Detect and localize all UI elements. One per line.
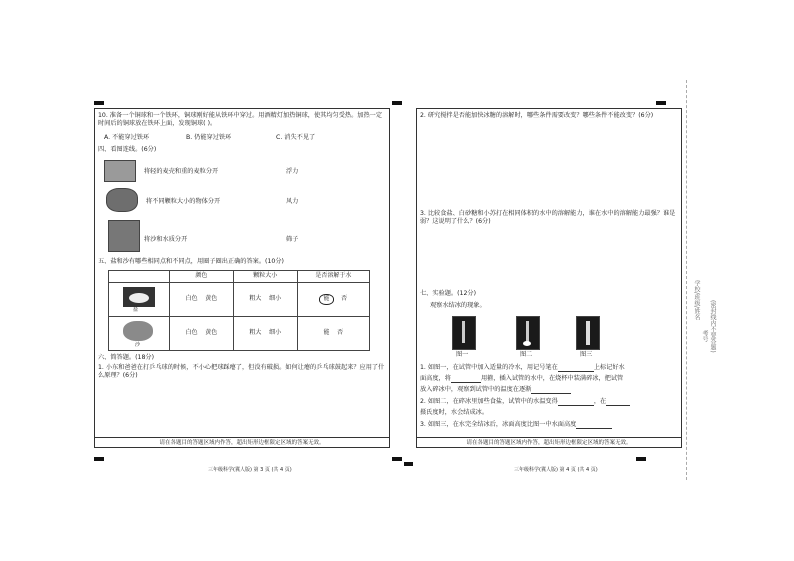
figure-1-label: 图一 xyxy=(456,351,469,358)
registration-mark xyxy=(392,101,402,105)
option-white: 白色 xyxy=(185,329,198,337)
side-label-notice: (密封线内不要答题) xyxy=(709,300,716,353)
answer-blank[interactable] xyxy=(531,387,571,394)
sec6-q1: 1. 小东和爸爸在打乒乓球的时候，不小心把球踩瘪了，但没有破损。如何让瘪的乒乓球鼓起来？应用了什么原理？(6分) xyxy=(98,364,385,380)
step-1-line-1 xyxy=(420,364,625,372)
sand-color-options xyxy=(170,317,234,351)
sand-label: 沙 xyxy=(135,342,141,348)
figure-1-photo xyxy=(452,316,476,350)
step-1-text-b: 上标记好水 xyxy=(593,364,625,371)
header-dissolve: 是否溶解于水 xyxy=(297,271,369,283)
step-2-text-a: 2. 如图二，在碎冰里加些食盐，试管中的水温变得 xyxy=(420,398,558,405)
option-no: 否 xyxy=(341,295,348,303)
step-1-text-e: 放入碎冰中，观察到试管中的温度在逐渐 xyxy=(420,386,532,393)
salt-dissolve-options xyxy=(297,283,369,317)
step-3-text: 3. 如图三，在水完全结冰后，冰面高度比图一中水面高度 xyxy=(420,421,577,428)
figure-3-label: 图三 xyxy=(580,351,593,358)
figure-2-label: 图二 xyxy=(520,351,533,358)
option-no: 否 xyxy=(337,329,344,337)
side-label-school: 学校/班级/姓名 xyxy=(693,280,700,321)
figure-2-photo xyxy=(516,316,540,350)
section-6-title: 六、简答题。(18分) xyxy=(98,354,155,361)
option-coarse: 粗大 xyxy=(249,329,262,337)
step-1-text-c: 面高度，将 xyxy=(420,375,451,382)
header-color: 颜色 xyxy=(170,271,234,283)
answer-frame xyxy=(416,108,682,448)
q10-option-a: A. 不能穿过铁环 xyxy=(104,134,150,141)
sand-photo xyxy=(123,321,153,341)
registration-mark xyxy=(94,457,104,461)
option-fine: 细小 xyxy=(269,329,282,337)
sec6-q3: 3. 比较食盐、白砂糖和小苏打在相同体积的水中的溶解能力，谁在水中的溶解能力最强？谁是弱？这说明了什么？(6分) xyxy=(420,210,676,226)
wheat-winnowing-photo xyxy=(104,160,136,182)
salt-label: 盐 xyxy=(133,307,139,313)
registration-mark xyxy=(392,457,402,461)
option-coarse: 粗大 xyxy=(249,295,262,303)
sand-cell xyxy=(109,317,170,351)
seal-line xyxy=(686,80,687,480)
match-target-1: 浮力 xyxy=(286,168,299,175)
page-number-right: 三年级科学(冀人版) 第 4 页 (共 4 页) xyxy=(514,467,598,473)
section-5-title: 五、盐和沙有哪些相同点和不同点，用圈子圈出正确的答案。(10分) xyxy=(98,258,284,265)
table-row xyxy=(109,317,370,351)
step-2-line-2: 摄氏度时，水会结成冰。 xyxy=(420,409,489,416)
sand-dissolve-options xyxy=(297,317,369,351)
q10-option-b: B. 仍能穿过铁环 xyxy=(186,134,232,141)
sand-size-options xyxy=(233,317,297,351)
registration-mark xyxy=(636,457,646,461)
page-number-left: 三年级科学(冀人版) 第 3 页 (共 4 页) xyxy=(208,467,292,473)
match-item-1: 将轻的麦壳和重的麦粒分开 xyxy=(144,168,219,175)
side-label-id: 考号 xyxy=(701,330,708,342)
step-3-line-1 xyxy=(420,421,612,429)
match-item-2: 将不同颗粒大小的物体分开 xyxy=(146,198,221,205)
section-4-title: 四、看图连线。(6分) xyxy=(98,146,157,153)
page-footer-notice: 请在各题目的答题区域内作答，超出矩形边框限定区域的答案无效。 xyxy=(94,437,390,448)
step-1-text-d: 用箍，插入试管的水中，在烧杯中装满碎冰，把试管 xyxy=(480,375,624,382)
exam-page-right xyxy=(416,108,682,448)
table-corner xyxy=(109,271,170,283)
salt-cell xyxy=(109,283,170,317)
answer-blank[interactable] xyxy=(576,422,612,429)
answer-blank[interactable] xyxy=(558,365,594,372)
salt-photo xyxy=(123,287,155,307)
q10-option-c: C. 消失不见了 xyxy=(276,134,316,141)
registration-mark xyxy=(404,462,413,466)
section-7-title: 七、实验题。(12分) xyxy=(420,290,477,297)
sieve-photo xyxy=(106,188,138,212)
sec6-q2: 2. 研究搅拌是否能加快冰糖的溶解时，哪些条件需要改变？哪些条件不能改变？(6分) xyxy=(420,112,654,119)
figure-3-photo xyxy=(576,316,600,350)
page-footer-notice: 请在各题目的答题区域内作答，超出矩形边框限定区域的答案无效。 xyxy=(416,437,682,448)
step-1-line-3 xyxy=(420,386,571,394)
experiment-intro: 观察水结冰的现象。 xyxy=(430,302,486,309)
registration-mark xyxy=(656,101,666,105)
step-1-text-a: 1. 如图一，在试管中加入适量的冷水，用记号笔在 xyxy=(420,364,558,371)
option-fine: 细小 xyxy=(269,295,282,303)
option-yellow: 黄色 xyxy=(205,295,218,303)
step-2-line-1 xyxy=(420,398,630,406)
salt-sand-table xyxy=(108,270,370,351)
option-yellow: 黄色 xyxy=(205,329,218,337)
header-size: 颗粒大小 xyxy=(233,271,297,283)
option-yes-circled: 能 xyxy=(319,294,333,304)
water-sand-photo xyxy=(108,220,140,252)
answer-blank[interactable] xyxy=(558,399,594,406)
answer-blank[interactable] xyxy=(606,399,630,406)
answer-blank[interactable] xyxy=(451,376,481,383)
match-item-3: 将沙和水质分开 xyxy=(144,236,188,243)
q10-stem: 10. 准备一个铜球和一个铁环，铜球刚好能从铁环中穿过。用酒精灯加热铜球，使其均匀受热。加热一定时间后的铜球放在铁环上面，发现铜球( )。 xyxy=(98,112,383,128)
step-2-text-b: ，在 xyxy=(593,398,607,405)
option-yes: 能 xyxy=(323,329,330,337)
match-target-3: 筛子 xyxy=(286,236,299,243)
exam-page-left xyxy=(94,108,390,448)
match-target-2: 风力 xyxy=(286,198,299,205)
registration-mark xyxy=(94,101,104,105)
salt-size-options xyxy=(233,283,297,317)
table-row xyxy=(109,283,370,317)
option-white: 白色 xyxy=(185,295,198,303)
salt-color-options xyxy=(170,283,234,317)
step-1-line-2 xyxy=(420,375,623,383)
